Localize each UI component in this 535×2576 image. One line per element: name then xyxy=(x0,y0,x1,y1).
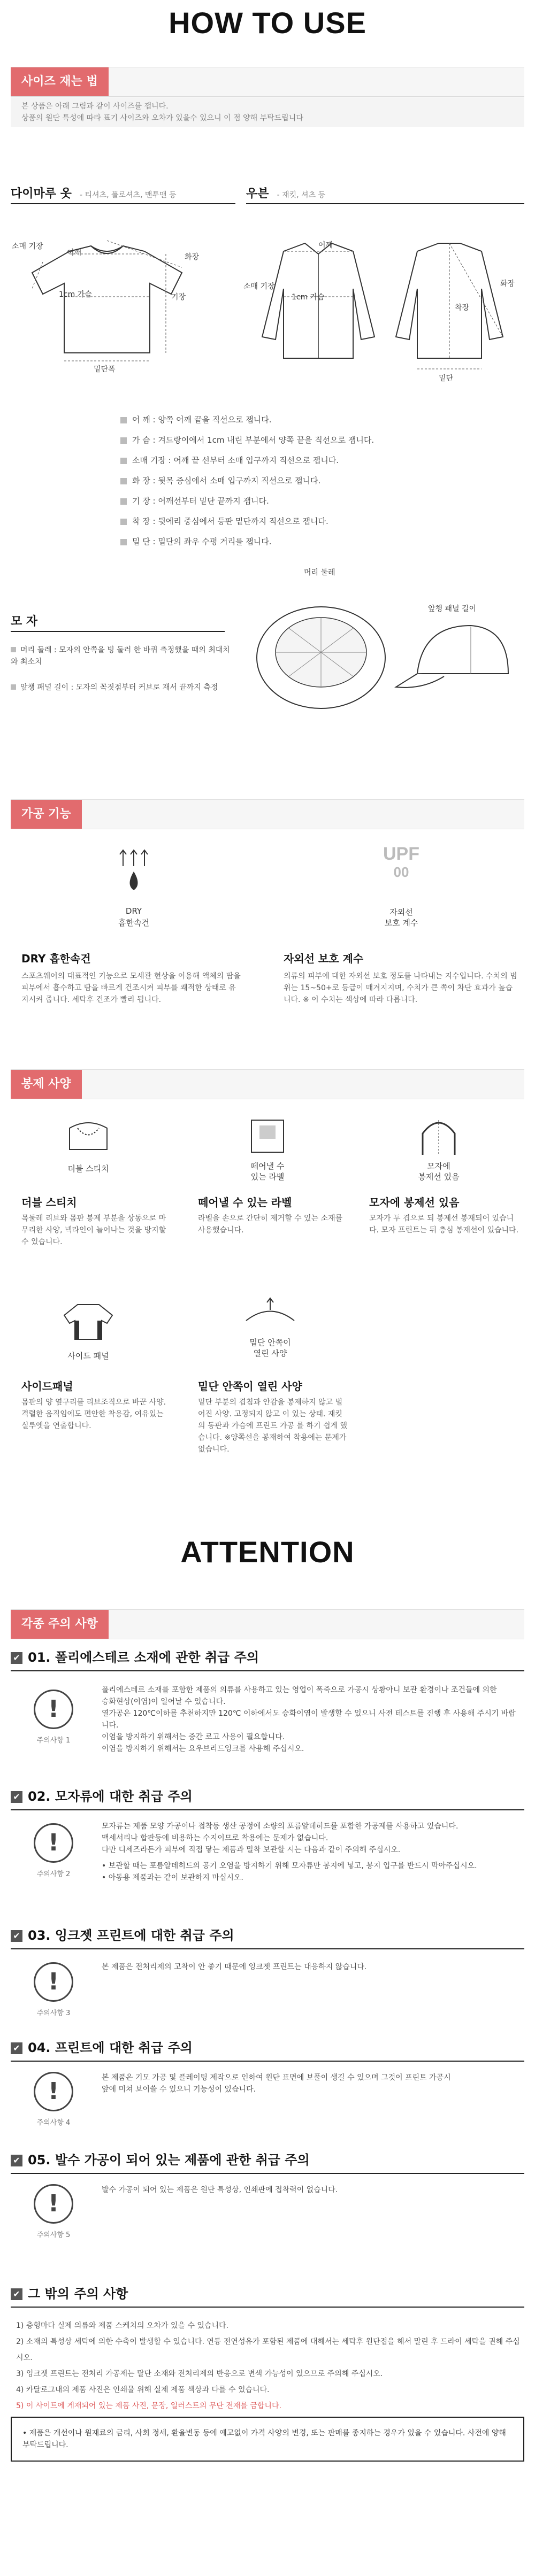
attention-3-head: ✔ 03. 잉크젯 프린트에 대한 취급 주의 xyxy=(11,1925,524,1943)
attention-2-head: ✔ 02. 모자류에 대한 취급 주의 xyxy=(11,1786,524,1804)
double-stitch-title: 더블 스티치 xyxy=(21,1196,77,1209)
exclamation-icon: ! xyxy=(34,2072,73,2111)
hood-seam-icon xyxy=(415,1115,463,1158)
double-stitch-icon xyxy=(64,1117,112,1155)
side-panel-title: 사이드패널 xyxy=(21,1380,73,1393)
dry-badge-sub: 흡한속건 xyxy=(118,918,149,928)
attention-4-head: ✔ 04. 프린트에 대한 취급 주의 xyxy=(11,2037,524,2056)
attention-5-head: ✔ 05. 발수 가공이 되어 있는 제품에 관한 취급 주의 xyxy=(11,2149,524,2168)
tshirt-diagram xyxy=(11,230,203,380)
attention-4-text: 본 제품은 기모 가공 및 플레이팅 제작으로 인하여 원단 표면에 보풀이 생길 수 있으며 그것이 프린트 가공시 앞에 미쳐 보이쓸 수 있으니 기능성이 있습니다. xyxy=(102,2073,451,2094)
attention-3-text: 본 제품은 전처리제의 고착이 안 좋기 때문에 잉크젯 프린트는 대응하지 않습니다. xyxy=(102,1963,367,1971)
open-hem-title: 밑단 안쪽이 열린 사양 xyxy=(198,1380,302,1393)
upf-icon: UPF 00 xyxy=(383,844,419,880)
size-section-title: 사이즈 재는 법 xyxy=(11,67,109,96)
removable-label-title: 떼어낼 수 있는 라벨 xyxy=(198,1196,292,1209)
hat-head-label: 머리 둘레 xyxy=(304,568,335,577)
top-clothing-label-group xyxy=(11,184,177,201)
tshirt-sleeve-label: 소매 기장 xyxy=(12,242,43,251)
caution-5: ! 주의사항 5 xyxy=(21,2184,86,2239)
top-clothing-sub: - 티셔츠, 폴로셔츠, 맨투맨 등 xyxy=(80,191,177,199)
side-panel-icon xyxy=(62,1299,115,1342)
jacket-shoulder-label: 어깨 xyxy=(318,241,333,250)
caution-4: ! 주의사항 4 xyxy=(21,2072,86,2127)
removable-label-cap-1: 떼어낼 수 xyxy=(250,1161,285,1171)
legend-body: 착 장 : 뒷에리 중심에서 등판 밑단까지 직선으로 잽니다. xyxy=(120,513,328,529)
double-stitch-cap: 더블 스티치 xyxy=(67,1164,109,1174)
other-note-2: 2) 소재의 특성상 세탁에 의한 수축이 발생할 수 있습니다. 연등 전연성유가 포함된 제품에 대해서는 세탁후 원단접을 해서 말린 후 드라이 세탁을 권해 주십시오. xyxy=(16,2338,520,2362)
attention-5-text: 발수 가공이 되어 있는 제품은 원단 특성상, 인쇄판에 접착력이 없습니다. xyxy=(102,2186,338,2194)
open-hem-cap-2: 열린 사양 xyxy=(253,1348,287,1358)
function-section-bar xyxy=(11,799,524,829)
other-note-5: 5) 이 사이트에 게재되어 있는 제품 사진, 문장, 일러스트의 무단 전재를 금합니다. xyxy=(16,2402,281,2410)
size-note-2: 상품의 원단 특성에 따라 표기 사이즈와 오차가 있을수 있으니 이 점 양해 부탁드립니다 xyxy=(21,114,303,122)
woven-sub: - 재킷, 셔츠 등 xyxy=(277,191,326,199)
upf-text: 의류의 피부에 대한 자외선 보호 정도를 나타내는 지수입니다. 수치의 범위는 15~50+로 등급이 매겨지지며, 수치가 큰 쪽이 차단 효과가 높습니다. ※ 이 수치는 색상에 따라 다릅니다. xyxy=(284,972,517,1004)
removable-label-icon xyxy=(243,1115,292,1158)
sewing-section-title: 봉제 사양 xyxy=(11,1070,82,1099)
other-note-1: 1) 층형마다 실제 의류와 제품 스케치의 오차가 있을 수 있습니다. xyxy=(16,2322,228,2330)
function-section-title: 가공 기능 xyxy=(11,800,82,829)
side-panel-text: 몸판의 양 옆구리를 리브조직으로 바꾼 사양. 격렬한 움직임에도 편안한 착용감, 여유있는 실루엣을 연출합니다. xyxy=(21,1398,166,1430)
attention-1-head: ✔ 01. 폴리에스테르 소재에 관한 취급 주의 xyxy=(11,1647,524,1665)
woven-label-group xyxy=(246,184,325,201)
how-to-use-heading: HOW TO USE xyxy=(169,6,366,40)
tshirt-hem-label: 밑단폭 xyxy=(94,365,116,374)
upf-cap-1: 자외선 xyxy=(389,907,413,917)
exclamation-icon: ! xyxy=(34,2184,73,2224)
hat-item-2: 앞챙 패널 길이 : 모자의 꼭짓점부터 커브로 재서 끝까지 측정 xyxy=(11,682,235,693)
tshirt-outline xyxy=(32,246,182,353)
notice-box xyxy=(11,2417,524,2462)
tshirt-dress-label: 화장 xyxy=(185,253,200,261)
caution-3: ! 주의사항 3 xyxy=(21,1962,86,2017)
upf-cap-2: 보호 계수 xyxy=(384,918,418,928)
legend-chest: 가 슴 : 겨드랑이에서 1cm 내린 부분에서 양쪽 끝을 직선으로 잽니다. xyxy=(120,432,374,448)
size-note-1: 본 상품은 아래 그림과 같이 사이즈를 잽니다. xyxy=(21,102,169,111)
woven-label: 우븐 xyxy=(246,187,269,200)
attention-section-bar xyxy=(11,1609,524,1639)
dry-title: DRY 흡한속건 xyxy=(21,952,91,965)
sewing-section-bar xyxy=(11,1069,524,1099)
hood-seam-cap-2: 봉제선 있음 xyxy=(418,1172,460,1182)
top-clothing-label: 다이마루 옷 xyxy=(11,187,72,200)
jacket-length-label: 착장 xyxy=(455,304,470,312)
exclamation-icon: ! xyxy=(34,1823,73,1863)
hat-panel-label: 앞챙 패널 길이 xyxy=(428,605,477,613)
dry-badge-label: DRY xyxy=(125,906,142,916)
attention-section-title: 각종 주의 사항 xyxy=(11,1610,109,1639)
size-section-bar xyxy=(11,67,524,97)
top-label-rule xyxy=(11,203,235,204)
jacket-diagram xyxy=(225,230,524,390)
notice-text: • 제품은 개선이나 원재료의 금리, 사회 정세, 환율변동 등에 예고없이 가격 사양의 변경, 또는 판매를 종지하는 경우가 있을 수 있습니다. 사전에 양해 부탁드립니다. xyxy=(22,2429,506,2449)
jacket-sleeve-label: 소매 기장 xyxy=(243,282,275,291)
hood-seam-text: 모자가 두 겹으로 되 봉제선 봉재되어 있습니다. 모자 프린트는 뒤 층심 봉재선이 있습니다. xyxy=(369,1214,519,1235)
attention-1-text: 폴리에스테르 소재를 포함한 제품의 의류를 사용하고 있는 영업이 폭죽으로 가공시 상황아니 보관 환경이나 조건들에 의한 승화현상(이염)이 일어날 수 있습니다. 열가공은 120℃이하를 추천하지만 120℃ 이하에서도 승화이염이 발생할 수 있으니 사전 테스트를 진행 후 사용해 주시기 바랍니다. 이염을 방지하기 위해서는 중간 로고 사용이 필요합니다. 이염을 방지하기 위해서는 요우브리드잉크를 사용해 주십시오. xyxy=(102,1686,516,1753)
other-note-4: 4) 카달로그내의 제품 사진은 인쇄물 위해 실제 제품 색상과 다를 수 있습니다. xyxy=(16,2386,270,2394)
legend-hem: 밑 단 : 밑단의 좌우 수평 거리를 잽니다. xyxy=(120,534,272,550)
woven-label-rule xyxy=(246,203,524,204)
cap-side-view xyxy=(417,626,508,674)
attention-2-text: 모자류는 제품 모양 가공이나 접착등 생산 공정에 소량의 포름알데히드를 포함한 가공제를 사용하고 있습니다. 맥세서리나 합판등에 비용하는 수지이므로 착용에는 문제가 없습니다. 다만 디세즈라든가 피부에 직접 닿는 제품과 밀착 보관할 시는 다음과 같이 주의해 주십시오. • 보관할 때는 포름알데히드의 공기 오염을 방지하기 위해 모자류만 봉지에 넣고, 봉지 입구를 반드시 막아주십시오. • 아동용 제품과는 같이 보관하지 마십시오. xyxy=(102,1822,477,1882)
tshirt-length-label: 기장 xyxy=(171,293,186,302)
caution-1: ! 주의사항 1 xyxy=(21,1690,86,1745)
open-hem-text: 밑단 부분의 겹침과 안감을 봉제하지 않고 벌어진 사양. 고정되지 않고 이 있는 상태. 재킷의 동판과 가슴에 프린트 가공 를 하기 쉽게 했습니다. ※양쪽선을 봉재하여 착용에는 문제가 없습니다. xyxy=(198,1398,348,1454)
open-hem-icon xyxy=(243,1294,297,1331)
removable-label-text: 라벨을 손으로 간단히 제거할 수 있는 소재를 사용했습니다. xyxy=(198,1214,343,1235)
jacket-dress-label: 화장 xyxy=(500,280,515,288)
other-notes-list xyxy=(16,2318,524,2414)
open-hem-cap-1: 밑단 안쪽이 xyxy=(249,1338,291,1347)
hood-seam-title: 모자에 봉제선 있음 xyxy=(369,1196,460,1209)
legend-dress: 화 장 : 뒷목 중심에서 소매 입구까지 직선으로 잽니다. xyxy=(120,473,320,489)
hat-title: 모 자 xyxy=(11,615,38,628)
double-stitch-text: 목둘레 리브와 몸판 봉제 부분을 상동으로 마무리한 사양, 넥라인이 늘어나는 것을 방지할 수 있습니다. xyxy=(21,1214,166,1246)
legend-shoulder: 어 깨 : 양쪽 어깨 끝을 직선으로 잽니다. xyxy=(120,412,272,428)
other-notes-head: ✔ 그 밖의 주의 사항 xyxy=(11,2283,524,2302)
attention-heading: ATTENTION xyxy=(180,1535,355,1569)
hat-diagram xyxy=(246,583,524,738)
legend-sleeve: 소매 기장 : 어깨 끝 선부터 소매 입구까지 직선으로 잽니다. xyxy=(120,452,339,468)
jacket-chest-label: 1cm 가슴 xyxy=(292,293,325,302)
dry-text: 스포츠웨어의 대표적인 기능으로 모세관 현상을 이용해 액체의 땀을 피부에서 흡수하고 땀을 빠르게 건조시켜 피부를 쾌적한 상태로 유지시켜 줍니다. 세탁후 건조가 빨리 됩니다. xyxy=(21,972,241,1004)
dry-icon xyxy=(112,845,155,904)
jacket-hem-label: 밑단 xyxy=(439,374,454,383)
exclamation-icon: ! xyxy=(34,1690,73,1729)
other-note-3: 3) 잉크젯 프린트는 전처리 가공제는 탈단 소재와 전처리제의 반응으로 변색 가능성이 있으므로 주의해 주십시오. xyxy=(16,2370,383,2378)
hat-rule xyxy=(11,631,225,632)
tshirt-chest-label: 1cm 가슴 xyxy=(59,290,92,299)
hat-item-1: 머리 둘레 : 모자의 안쪽을 빙 둘러 한 바퀴 측정했을 때의 최대치와 최소치 xyxy=(11,646,230,666)
legend-length: 기 장 : 어깨선부터 밑단 끝까지 잽니다. xyxy=(120,493,269,509)
upf-title: 자외선 보호 계수 xyxy=(284,952,364,965)
tshirt-shoulder-label: 어깨 xyxy=(67,249,82,257)
hood-seam-cap-1: 모자에 xyxy=(427,1161,450,1171)
removable-label-cap-2: 있는 라벨 xyxy=(250,1172,285,1182)
caution-2: ! 주의사항 2 xyxy=(21,1823,86,1878)
exclamation-icon: ! xyxy=(34,1962,73,2002)
side-panel-cap: 사이드 패널 xyxy=(67,1351,109,1361)
